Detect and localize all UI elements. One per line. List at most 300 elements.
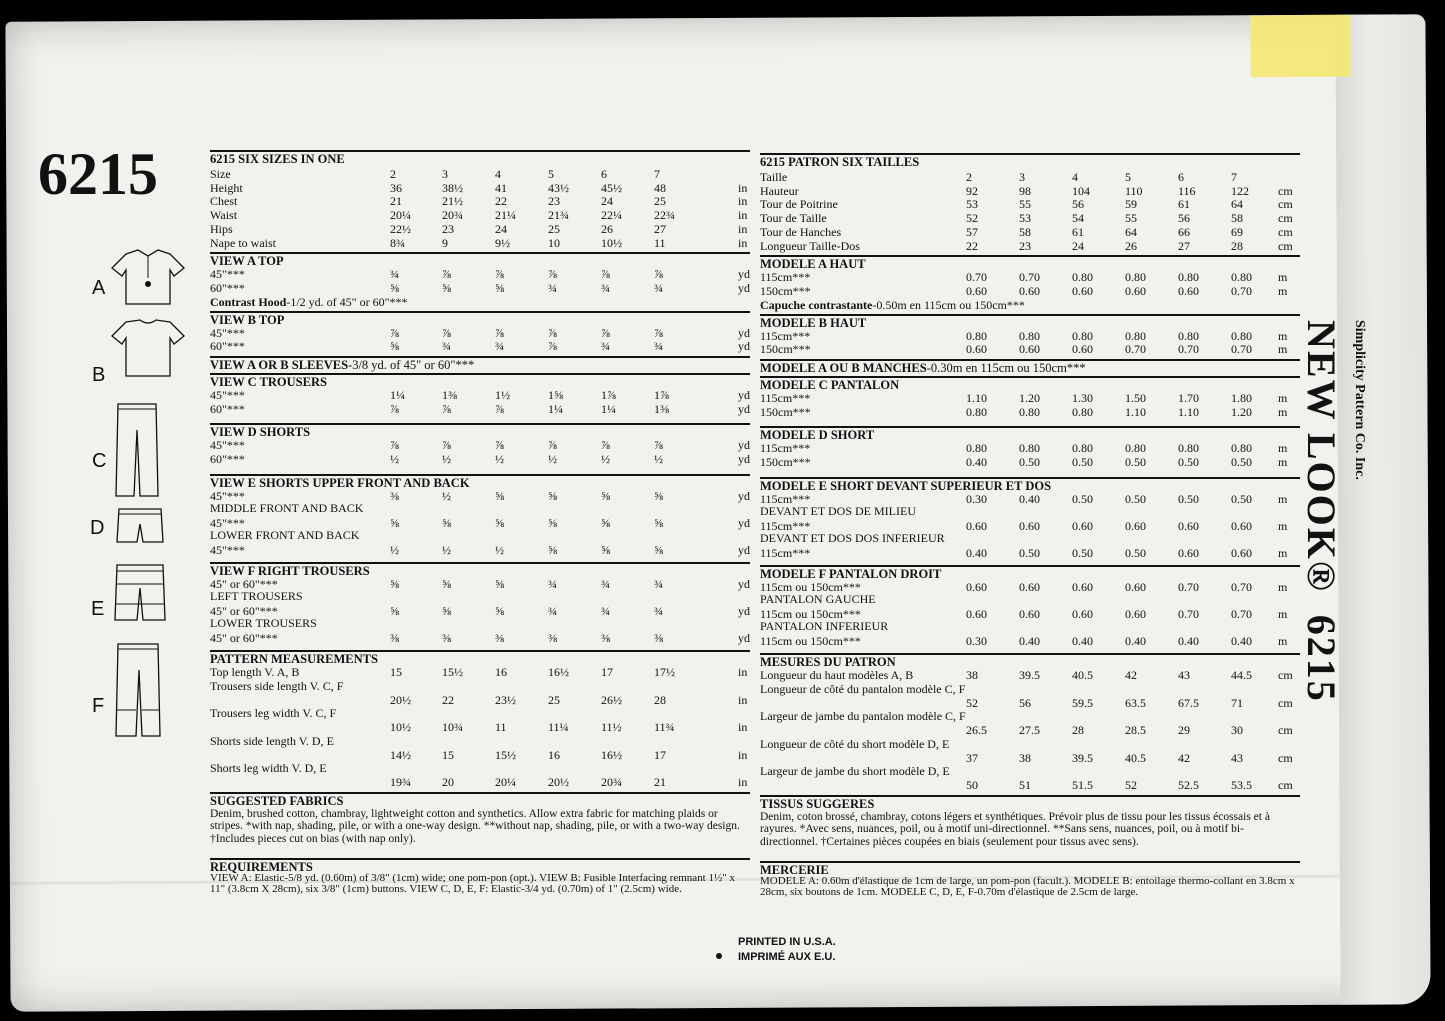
unit-label: m [1278,606,1288,621]
cell-value: 39.5 [1019,667,1040,682]
row-label: Tour de Poitrine [760,197,838,212]
cell-value: 0.70 [1231,342,1252,357]
row-label: Tour de Hanches [760,224,842,239]
view-f-trousers-sketch [112,640,166,740]
cell-value: ⅝ [390,576,399,591]
cell-value: ⅞ [654,438,663,453]
printed-in-usa: PRINTED IN U.S.A. [738,936,836,948]
section-title: VIEW A TOP [210,252,750,269]
cell-value: 0.60 [1072,606,1093,621]
pattern-number: 6215 [38,141,158,207]
cell-value: ¾ [601,603,610,618]
table-row [760,669,1300,683]
row-label: Largeur de jambe du short modèle D, E [760,764,950,779]
section-title: MODELE B HAUT [760,314,1300,331]
cell-value: 30 [1231,723,1243,738]
cell-value: 0.50 [1072,455,1093,470]
cell-value: 53 [966,197,978,212]
cell-value: ⅝ [548,488,557,503]
cell-value: 20¼ [495,775,516,790]
cell-value: ½ [390,452,399,467]
cell-value: 0.40 [1019,633,1040,648]
row-label: 45" or 60"*** [210,603,278,618]
cell-value: 0.60 [1019,518,1040,533]
cell-value: 1.50 [1125,391,1146,405]
cell-value: 55 [1125,211,1137,226]
contrast-hood-amount: -1/2 yd. of 45" or 60"*** [286,294,408,309]
cell-value: ⅜ [390,630,399,645]
cell-value: ½ [442,488,451,503]
sub-label: LEFT TROUSERS [210,588,303,603]
cell-value: 55 [1019,197,1031,212]
cell-value: 25 [548,221,560,236]
cell-value: ⅞ [654,325,663,340]
cell-value: ⅜ [390,488,399,503]
cell-value: 23½ [495,692,516,707]
cell-value: 15½ [442,664,463,679]
section-title: MODELE E SHORT DEVANT SUPERIEUR ET DOS [760,477,1300,494]
cell-value: 0.60 [1125,283,1146,298]
unit-label: yd [738,603,750,618]
cell-value: 52 [966,211,978,226]
cell-value: 0.30 [966,633,987,648]
unit-label: m [1278,455,1288,470]
section-title: 6215 PATRON SIX TAILLES [760,153,1300,170]
table-row [210,223,750,237]
row-label: 115cm*** [760,391,811,405]
cell-value: ½ [390,542,399,557]
unit-label: yd [738,339,750,354]
cell-value: 0.80 [1231,328,1252,343]
cell-value: 1.10 [966,391,987,405]
cell-value: 26.5 [966,723,987,738]
cell-value: 24 [495,221,507,236]
cell-value: ¾ [495,339,504,354]
fabrics-text: Denim, brushed cotton, chambray, lightweight cotton and synthetics. Allow extra fabric for matching plaids or stripes. *with nap, shading, pile, or with a one-way design. **without nap, shading, pile, or with a two-way design. †Includes pieces cut on bias (with nap only). [210,807,740,845]
cell-value: 20¼ [390,208,411,223]
cell-value: ¾ [442,339,451,354]
cell-value: 44.5 [1231,667,1252,682]
cell-value: ⅝ [654,488,663,503]
section-title: TISSUS SUGGERES [760,795,1300,812]
unit-label: cm [1278,723,1293,738]
cell-value: 8¾ [390,235,405,250]
row-label: 45"*** [210,438,245,453]
cell-value: 6 [601,167,607,181]
row-label: Trousers side length V. C, F [210,678,344,693]
cell-value: 0.60 [966,342,987,357]
cell-value: 0.80 [1125,328,1146,343]
cell-value: 4 [495,167,501,181]
row-label: Taille [760,170,788,184]
cell-value: ⅞ [442,325,451,340]
spine-brand: NEW LOOK® [1299,320,1344,593]
cell-value: 0.60 [1072,342,1093,357]
cell-value: 0.40 [1019,491,1040,506]
row-label: 45"*** [210,542,245,557]
unit-label: m [1278,579,1288,594]
cell-value: 0.60 [1019,283,1040,298]
cell-value: 64 [1231,197,1243,212]
unit-label: in [738,180,748,195]
cell-value: ⅞ [601,267,610,282]
cell-value: 40.5 [1125,750,1146,765]
row-label: Trousers leg width V. C, F [210,706,337,721]
cell-value: ⅝ [442,576,451,591]
cell-value: 15½ [495,747,516,762]
row-label: 115cm ou 150cm*** [760,633,861,648]
unit-label: m [1278,328,1288,343]
cell-value: 59.5 [1072,695,1093,710]
unit-label: yd [738,452,750,467]
unit-label: m [1278,545,1288,560]
english-column [210,150,750,910]
row-label: Longueur de côté du short modèle D, E [760,736,950,751]
cell-value: ⅞ [390,401,399,416]
cell-value: 0.70 [1178,606,1199,621]
cell-value: 1.70 [1178,391,1199,405]
cell-value: 48 [654,180,666,195]
cell-value: 0.80 [1072,270,1093,285]
unit-label: yd [738,630,750,645]
cell-value: ⅝ [548,542,557,557]
cell-value: ⅝ [548,515,557,530]
section-title: VIEW D SHORTS [210,423,750,440]
cell-value: 64 [1125,224,1137,239]
cell-value: 0.60 [1072,518,1093,533]
spine-label [1298,320,1367,703]
cell-value: 59 [1125,197,1137,212]
cell-value: 11 [654,235,666,250]
cell-value: 28 [654,692,666,707]
cell-value: ⅞ [495,325,504,340]
unit-label: m [1278,342,1288,357]
table-row [210,327,750,341]
cell-value: 0.70 [1231,606,1252,621]
row-label: 60"*** [210,280,245,295]
unit-label: yd [738,515,750,530]
cell-value: 53.5 [1231,778,1252,793]
cell-value: 0.60 [966,518,987,533]
cell-value: 21¼ [495,208,516,223]
cell-value: 66 [1178,224,1190,239]
cell-value: ⅝ [442,280,451,295]
unit-label: m [1278,283,1288,298]
cell-value: 38 [1019,750,1031,765]
cell-value: ¾ [601,339,610,354]
cell-value: 0.80 [966,328,987,343]
unit-label: yd [738,488,750,503]
section-title: MODELE F PANTALON DROIT [760,565,1300,582]
row-label: 45"*** [210,325,245,340]
table-row [760,240,1300,254]
cell-value: 40.5 [1072,667,1093,682]
unit-label: in [738,664,748,679]
cell-value: 69 [1231,224,1243,239]
cell-value: 0.30 [966,491,987,506]
cell-value: ½ [442,452,451,467]
cell-value: 0.70 [1178,579,1199,594]
cell-value: 1.20 [1019,391,1040,405]
cell-value: ⅝ [442,515,451,530]
printed-in [738,935,836,965]
cell-value: 116 [1178,183,1196,198]
row-label: Longueur Taille-Dos [760,238,860,253]
cell-value: 0.80 [1019,328,1040,343]
table-row [760,226,1300,240]
section-title: MERCERIE [760,861,1300,878]
row-label: 115cm*** [760,270,811,285]
cell-value: 25 [654,194,666,209]
cell-value: 22½ [390,221,411,236]
cell-value: ⅞ [548,339,557,354]
contrast-hood-label: Contrast Hood [210,294,287,309]
cell-value: 0.50 [1125,491,1146,506]
cell-value: 15 [390,664,402,679]
cell-value: 25 [548,692,560,707]
cell-value: ¾ [654,339,663,354]
cell-value: 2 [966,170,972,184]
row-label: Chest [210,194,238,209]
unit-label: cm [1278,667,1293,682]
cell-value: 122 [1231,183,1249,198]
cell-value: 22 [495,194,507,209]
contrast-hood-label: Capuche contrastante [760,297,873,312]
cell-value: 41 [495,180,507,195]
cell-value: 1¼ [390,388,405,402]
cell-value: 28 [1231,238,1243,253]
cell-value: 28 [1072,723,1084,738]
cell-value: ⅝ [654,515,663,530]
cell-value: ⅝ [601,515,610,530]
cell-value: ⅝ [495,488,504,503]
cell-value: 27.5 [1019,723,1040,738]
row-label: Shorts leg width V. D, E [210,761,327,776]
unit-label: yd [738,280,750,295]
cell-value: 0.60 [1072,579,1093,594]
cell-value: ⅝ [390,603,399,618]
cell-value: 58 [1231,211,1243,226]
cell-value: 1.10 [1125,404,1146,419]
sleeves-amount: -3/8 yd. of 45" or 60"*** [348,358,475,372]
cell-value: 1¼ [548,401,563,416]
sub-label: DEVANT ET DOS DE MILIEU [760,503,916,518]
cell-value: 0.60 [1178,283,1199,298]
cell-value: 1⅜ [654,401,669,416]
cell-value: ½ [442,542,451,557]
table-row [210,544,750,558]
unit-label: m [1278,441,1288,456]
section-title: MODELE D SHORT [760,426,1300,443]
unit-label: in [738,775,748,790]
spine-number: 6215 [1299,614,1344,703]
unit-label: yd [738,576,750,591]
cell-value: ⅞ [442,267,451,282]
cell-value: 0.70 [1019,270,1040,285]
cell-value: 67.5 [1178,695,1199,710]
cell-value: 0.60 [1125,606,1146,621]
sub-label: LOWER TROUSERS [210,615,317,630]
cell-value: ⅞ [548,438,557,453]
cell-value: 0.60 [1231,518,1252,533]
view-c-trousers-sketch [112,400,162,500]
unit-label: m [1278,391,1288,405]
cell-value: ⅝ [390,339,399,354]
cell-value: 22 [442,692,454,707]
cell-value: 0.80 [1019,404,1040,419]
view-letter-e: E [91,598,105,620]
row-label: Tour de Taille [760,211,827,226]
section-title: MODELE C PANTALON [760,376,1300,393]
row-label: Size [210,167,231,181]
cell-value: 15 [442,747,454,762]
cell-value: 43½ [548,180,569,195]
table-row [760,406,1300,420]
unit-label: cm [1278,695,1293,710]
cell-value: ¾ [390,267,399,282]
cell-value: 1⅝ [548,388,563,402]
unit-label: m [1278,404,1288,419]
cell-value: 0.80 [966,441,987,456]
table-row [210,168,750,182]
section-title: VIEW B TOP [210,311,750,328]
requirements-text: MODELE A: 0.60m d'élastique de 1cm de large, un pom-pon (facult.). MODELE B: entoilage thermo-collant en 3.8cm x 28cm, six boutons de 1cm. MODELE C, D, E, F-0.70m d'élastique de 2.5cm de large. [760,874,1295,898]
cell-value: 17½ [654,664,675,679]
cell-value: 0.60 [1231,545,1252,560]
cell-value: 0.40 [1125,633,1146,648]
cell-value: 19¾ [390,775,411,790]
cell-value: 1½ [495,388,510,402]
row-label: 115cm ou 150cm*** [760,606,861,621]
bullet-dot [716,953,722,959]
cell-value: 28.5 [1125,723,1146,738]
cell-value: 0.50 [1178,455,1199,470]
requirements-text: VIEW A: Elastic-5/8 yd. (0.60m) of 3/8" (1cm) wide; one pom-pon (opt.). VIEW B: Fusible Interfacing remnant 1½" x 11" (3.8cm X 28cm), six 3/8" (1cm) buttons. VIEW C, D, E, F: Elastic-3/4 yd. (0.70m) of 1" (2.5cm) wide. [210,871,735,895]
cell-value: 52 [1125,778,1137,793]
cell-value: ⅞ [442,438,451,453]
cell-value: 10 [548,235,560,250]
cell-value: ⅞ [601,325,610,340]
section-title [210,356,750,373]
cell-value: 20 [442,775,454,790]
row-label: 60"*** [210,452,245,467]
unit-label: m [1278,633,1288,648]
cell-value: ½ [601,452,610,467]
row-label: 150cm*** [760,455,811,470]
cell-value: 0.40 [966,545,987,560]
cell-value: 0.80 [1125,441,1146,456]
row-label: 115cm*** [760,441,811,456]
cell-value: 0.60 [1019,606,1040,621]
sub-label: MIDDLE FRONT AND BACK [210,500,364,515]
cell-value: 0.50 [1231,491,1252,506]
section-title: REQUIREMENTS [210,858,750,875]
cell-value: 0.80 [1125,270,1146,285]
table-row [760,171,1300,185]
unit-label: in [738,194,748,209]
cell-value: 0.50 [1072,491,1093,506]
cell-value: 0.80 [1072,404,1093,419]
cell-value: 21¾ [548,208,569,223]
row-label: Height [210,180,243,195]
cell-value: 0.50 [1072,545,1093,560]
cell-value: ⅝ [390,515,399,530]
cell-value: 20¾ [442,208,463,223]
view-letter-a: A [92,277,106,299]
cell-value: 0.60 [1019,342,1040,357]
section-title: PATTERN MEASUREMENTS [210,650,750,667]
cell-value: 1¼ [601,401,616,416]
cell-value: 0.80 [1231,270,1252,285]
cell-value: 1⅞ [654,388,669,402]
cell-value: 37 [966,750,978,765]
row-label: Waist [210,208,238,223]
unit-label: yd [738,401,750,416]
cell-value: ¾ [548,576,557,591]
cell-value: 43 [1231,750,1243,765]
cell-value: 0.70 [1178,342,1199,357]
cell-value: ½ [495,542,504,557]
row-label: 115cm*** [760,518,811,533]
cell-value: 54 [1072,211,1084,226]
cell-value: ⅜ [442,630,451,645]
cell-value: 21½ [442,194,463,209]
view-b-top-sketch [108,318,188,380]
cell-value: 42 [1125,667,1137,682]
cell-value: 56 [1178,211,1190,226]
cell-value: ½ [495,452,504,467]
cell-value: ¾ [601,576,610,591]
cell-value: 53 [1019,211,1031,226]
cell-value: 0.60 [1072,283,1093,298]
cell-value: 5 [1125,170,1131,184]
cell-value: 4 [1072,170,1078,184]
cell-value: 9 [442,235,448,250]
cell-value: 0.60 [1178,545,1199,560]
cell-value: ¾ [601,280,610,295]
unit-label: cm [1278,778,1293,793]
cell-value: 71 [1231,695,1243,710]
row-label: 115cm*** [760,491,811,506]
unit-label: cm [1278,211,1293,226]
cell-value: 0.80 [1072,441,1093,456]
section-title: VIEW E SHORTS UPPER FRONT AND BACK [210,474,750,491]
cell-value: 11½ [601,720,622,735]
cell-value: 1⅜ [442,388,457,402]
cell-value: 57 [966,224,978,239]
cell-value: 3 [442,167,448,181]
table-row [210,776,750,790]
view-e-shorts-sketch [113,562,169,626]
cell-value: 38 [966,667,978,682]
view-letter-b: B [92,364,106,386]
unit-label: yd [738,388,750,402]
table-row [760,343,1300,357]
unit-label: cm [1278,238,1293,253]
cell-value: 2 [390,167,396,181]
section-title: SUGGESTED FABRICS [210,792,750,809]
table-row [210,237,750,251]
spine-company: Simplicity Pattern Co. Inc. [1352,320,1367,480]
cell-value: 43 [1178,667,1190,682]
section-title: MODELE A HAUT [760,255,1300,272]
cell-value: 92 [966,183,978,198]
cell-value: 21 [390,194,402,209]
cell-value: 0.60 [1125,579,1146,594]
cell-value: 14½ [390,747,411,762]
cell-value: 21 [654,775,666,790]
cell-value: ⅞ [390,325,399,340]
